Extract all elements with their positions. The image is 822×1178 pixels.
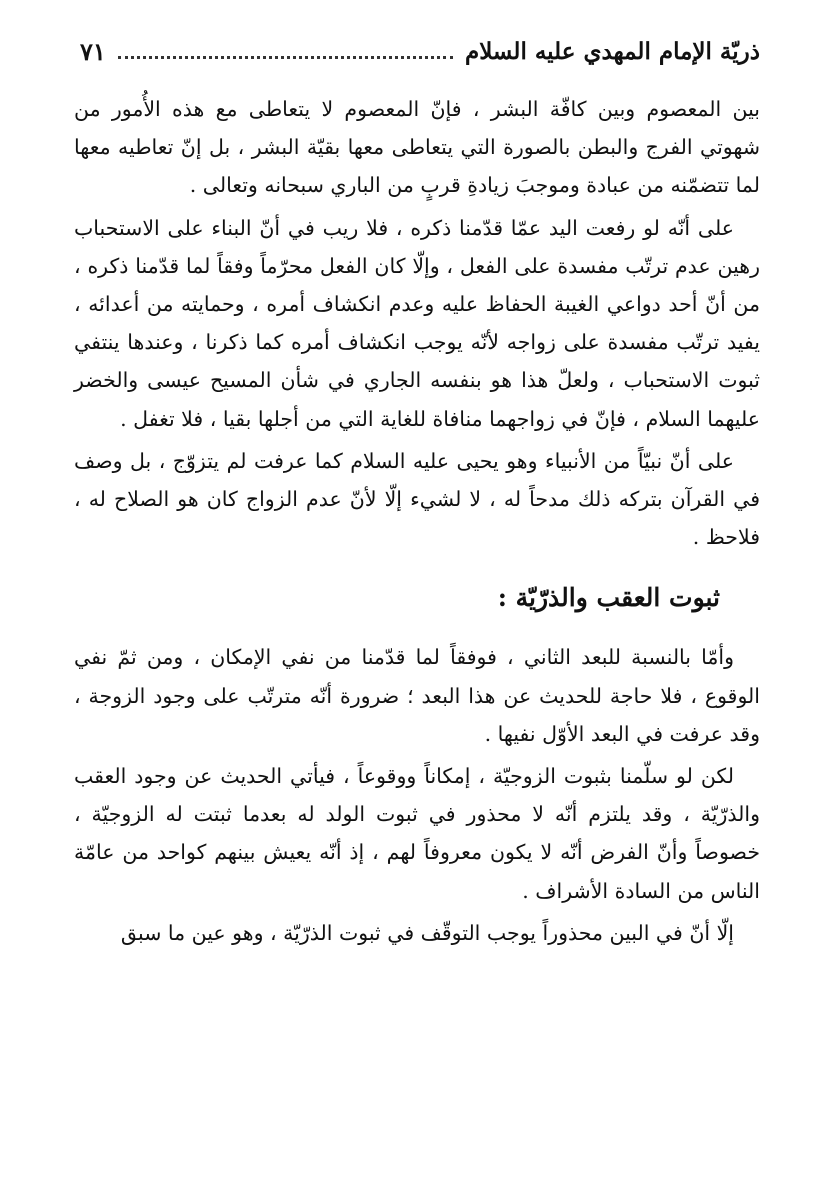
page-number: ٧١ [80, 36, 106, 66]
paragraph: لكن لو سلّمنا بثبوت الزوجيّة ، إمكاناً ووقوعاً ، فيأتي الحديث عن وجود العقب والذرّيّة ، وقد يلتزم أنّه لا محذور في ثبوت الولد له بعدما ثبتت له الزوجيّة ، خصوصاً وأنّ الفرض أنّه لا يكون معروفاً لهم ، إذ أنّه يعيش بينهم كواحد من عامّة الناس من السادة الأشراف . [74, 764, 760, 903]
paragraph: على أنّه لو رفعت اليد عمّا قدّمنا ذكره ، فلا ريب في أنّ البناء على الاستحباب رهين عدم ترتّب مفسدة على الفعل ، وإلّا كان الفعل محرّماً وفقاً لما قدّمنا ذكره ، من أنّ أحد دواعي الغيبة الحفاظ عليه وعدم انكشاف أمره ، وحمايته من أعدائه ، يفيد ترتّب مفسدة على زواجه لأنّه يوجب انكشاف أمره كما ذكرنا ، وعندها ينتفي ثبوت الاستحباب ، ولعلّ هذا هو بنفسه الجاري في شأن المسيح عيسى والخضر عليهما السلام ، فإنّ في زواجهما منافاة للغاية التي من أجلها بقيا ، فلا تغفل . [74, 215, 760, 431]
paragraph: على أنّ نبيّاً من الأنبياء وهو يحيى عليه السلام كما عرفت لم يتزوّج ، بل وصف في القرآن بتركه ذلك مدحاً له ، لا لشيء إلّا لأنّ عدم الزواج كان هو الصلاح له ، فلاحظ . [74, 448, 760, 550]
section-heading: ثبوت العقب والذرّيّة : [497, 583, 720, 613]
paragraph: بين المعصوم وبين كافّة البشر ، فإنّ المعصوم لا يتعاطى مع هذه الأُمور من شهوتي الفرج والبطن بالصورة التي يتعاطى معها بقيّة البشر ، بل إنّ تعاطيه معها لما تتضمّنه من عبادة وموجبَ زيادةِ قربٍ من الباري سبحانه وتعالى . [74, 97, 760, 198]
paragraph: وأمّا بالنسبة للبعد الثاني ، فوفقاً لما قدّمنا من نفي الإمكان ، ومن ثمّ نفي الوقوع ، فلا حاجة للحديث عن هذا البعد ؛ ضرورة أنّه مترتّب على وجود الزوجة ، وقد عرفت في البعد الأوّل نفيها . [74, 645, 760, 746]
paragraph: إلّا أنّ في البين محذوراً يوجب التوقّف في ثبوت الذرّيّة ، وهو عين ما سبق [120, 920, 734, 945]
header-dotted-leader [118, 56, 453, 59]
body-text [74, 90, 760, 952]
running-title: ذريّة الإمام المهدي عليه السلام [464, 37, 760, 65]
running-header [80, 30, 760, 72]
